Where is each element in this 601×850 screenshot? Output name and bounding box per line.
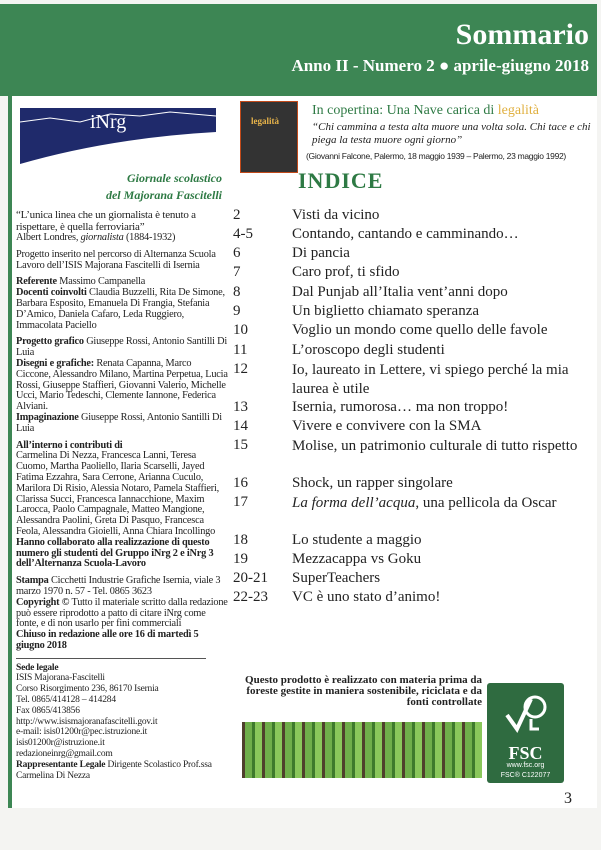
- fsc-code: FSC® C122077: [500, 772, 551, 779]
- quote-author: Albert Londres, giornalista (1884-1932): [16, 232, 176, 243]
- index-page: 13: [233, 399, 248, 415]
- staff-block: Referente Massimo Campanella Docenti coinvolti Claudia Buzzelli, Rita De Simone, Barbara Esposito, Emanuela Di Frangia, Stefania D’Amico, Daniela Cafaro, Leda Ruggiero, Immacolata Paciello: [16, 276, 225, 331]
- index-page: 16: [233, 475, 248, 491]
- index-page: 9: [233, 303, 241, 319]
- colophon-text: [16, 210, 228, 781]
- forest-photo: [242, 722, 482, 778]
- page-number: 3: [564, 790, 572, 807]
- index-entry-title: Lo studente a maggio: [292, 532, 422, 548]
- tagline-1: Giornale scolastico: [127, 171, 222, 185]
- issue-info: Anno II - Numero 2 ● aprile-giugno 2018: [291, 56, 589, 75]
- page-title: Sommario: [455, 18, 589, 51]
- cover-heading: In copertina: Una Nave carica di legalità: [312, 103, 539, 118]
- print-block: Stampa Cicchetti Industrie Grafiche Isernia, viale 3 marzo 1970 n. 57 - Tel. 0865 3623 Copyright © Tutto il materiale scritto dalla redazione può essere riprodotto a patto di citare iNrg come fonte, e di non usarlo per fini commerciali Chiuso in redazione alle ore 16 di martedì 5 giugno 2018: [16, 575, 228, 651]
- fsc-tree-icon: [501, 689, 551, 739]
- index-page: 2: [233, 207, 241, 223]
- index-page: 6: [233, 245, 241, 261]
- index-page: 11: [233, 342, 248, 358]
- index-page: 17: [233, 494, 248, 510]
- index-page: 8: [233, 284, 241, 300]
- index-entry-title: Contando, cantando e camminando…: [292, 226, 519, 242]
- tagline-2: del Majorana Fascitelli: [105, 188, 222, 202]
- index-page: 15: [233, 437, 248, 453]
- inrg-logo: [20, 108, 216, 164]
- index-page: 4-5: [233, 226, 253, 242]
- index-entry-title: Caro prof, ti sfido: [292, 264, 400, 280]
- quote-block: [16, 210, 228, 244]
- index-entry-title: SuperTeachers: [292, 570, 381, 586]
- index-page: 7: [233, 264, 241, 280]
- cover-thumbnail: legalità: [240, 101, 298, 173]
- index-entry-title: Mezzacappa vs Goku: [292, 551, 422, 567]
- index-entry-title: Visti da vicino: [292, 207, 380, 223]
- index-page: 22-23: [233, 589, 268, 605]
- index-entry-title: Io, laureato in Lettere, vi spiego perché la mia laurea è utile: [292, 362, 569, 397]
- contributors-block: All’interno i contributi di Carmelina Di Nezza, Francesca Lanni, Teresa Cuomo, Martha Paoliello, Ilaria Scarselli, Jayed Fatima Ezzahra, Sara Cerrone, Arianna Cuculo, Marilora Di Risio, Alessia Notaro, Pamela Staffieri, Clarissa Succi, Francesca Iannacchione, Maxim Larocca, Paolo Campagnale, Matteo Mangione, Alessandra Paolini, Greta Di Pasquo, Francesca Feola, Alessandra Gioielli, Anna Chiara Incollingo Hanno collaborato alla realizzazione di questo numero gli studenti del Gruppo iNrg 2 e iNrg 3 dell’Alternanza Scuola-Lavoro: [16, 439, 220, 570]
- header-band: [0, 4, 597, 96]
- sede-block: Sede legale ISIS Majorana-Fascitelli Corso Risorgimento 236, 86170 Isernia Tel. 0865/414128 – 414284 Fax 0865/413856 http://www.isismajoranafascitelli.gov.it e-mail: isis01200r@pec.istruzione.it isis01200r@istruzione.it redazioneinrg@gmail.com Rappresentante Legale Dirigente Scolastico Prof.ssa Carmelina Di Nezza: [16, 662, 212, 781]
- index-entry-title: Voglio un mondo come quello delle favole: [292, 322, 548, 338]
- fsc-text: Questo prodotto è realizzato con materia prima da foreste gestite in maniera sostenibile, riciclata e da fonti controllate: [245, 674, 482, 708]
- cover-quote: “Chi cammina a testa alta muore una volta sola. Chi tace e chi piega la testa muore ogni giorno”: [312, 121, 591, 146]
- graphics-block: Progetto grafico Giuseppe Rossi, Antonio Santilli Di Luia Disegni e grafiche: Renata Capanna, Marco Ciccone, Alessandro Milano, Martina Perpetua, Lucia Rossi, Giuseppe Staffieri, Giovanni Valerio, Michelle Ucci, Mario Tedeschi, Clemente Iannone, Federica Alviani. Impaginazione Giuseppe Rossi, Antonio Santilli Di Luia: [16, 336, 228, 434]
- quote: “L’unica linea che un giornalista è tenuto a rispettare, è quella ferroviaria”: [16, 209, 196, 233]
- index-page: 14: [233, 418, 248, 434]
- index-page: 20-21: [233, 570, 268, 586]
- divider: [16, 658, 206, 659]
- index-entry-title: La forma dell’acqua, una pellicola da Oscar: [292, 495, 557, 511]
- index-entry-title: Shock, un rapper singolare: [292, 475, 453, 491]
- index-entry-title: VC è uno stato d’animo!: [292, 589, 441, 605]
- fsc-logo-text: FSC: [508, 743, 543, 763]
- index-entry-title: Vivere e convivere con la SMA: [292, 418, 482, 434]
- project-text: Progetto inserito nel percorso di Alternanza Scuola Lavoro dell’ISIS Majorana Fascitelli di Isernia: [16, 248, 216, 271]
- index-entry-title: Molise, un patrimonio culturale di tutto rispetto: [292, 438, 578, 454]
- index-title: INDICE: [298, 168, 384, 193]
- cover-source: (Giovanni Falcone, Palermo, 18 maggio 1939 – Palermo, 23 maggio 1992): [306, 151, 566, 161]
- index-entry-title: Dal Punjab all’Italia vent’anni dopo: [292, 284, 508, 300]
- index-entry-title: Isernia, rumorosa… ma non troppo!: [292, 399, 509, 415]
- index-entry-title: Di pancia: [292, 245, 350, 261]
- index-entry-title: Un biglietto chiamato speranza: [292, 303, 480, 319]
- index-page: 10: [233, 322, 248, 338]
- fsc-logo: [487, 683, 564, 783]
- index-page: 19: [233, 551, 248, 567]
- fsc-url: www.fsc.org: [506, 762, 545, 769]
- tagline: [60, 170, 222, 204]
- index-page: 12: [233, 361, 248, 377]
- index-entry-title: L’oroscopo degli studenti: [292, 342, 445, 358]
- svg-text:iNrg: iNrg: [90, 111, 127, 133]
- index-page: 18: [233, 532, 248, 548]
